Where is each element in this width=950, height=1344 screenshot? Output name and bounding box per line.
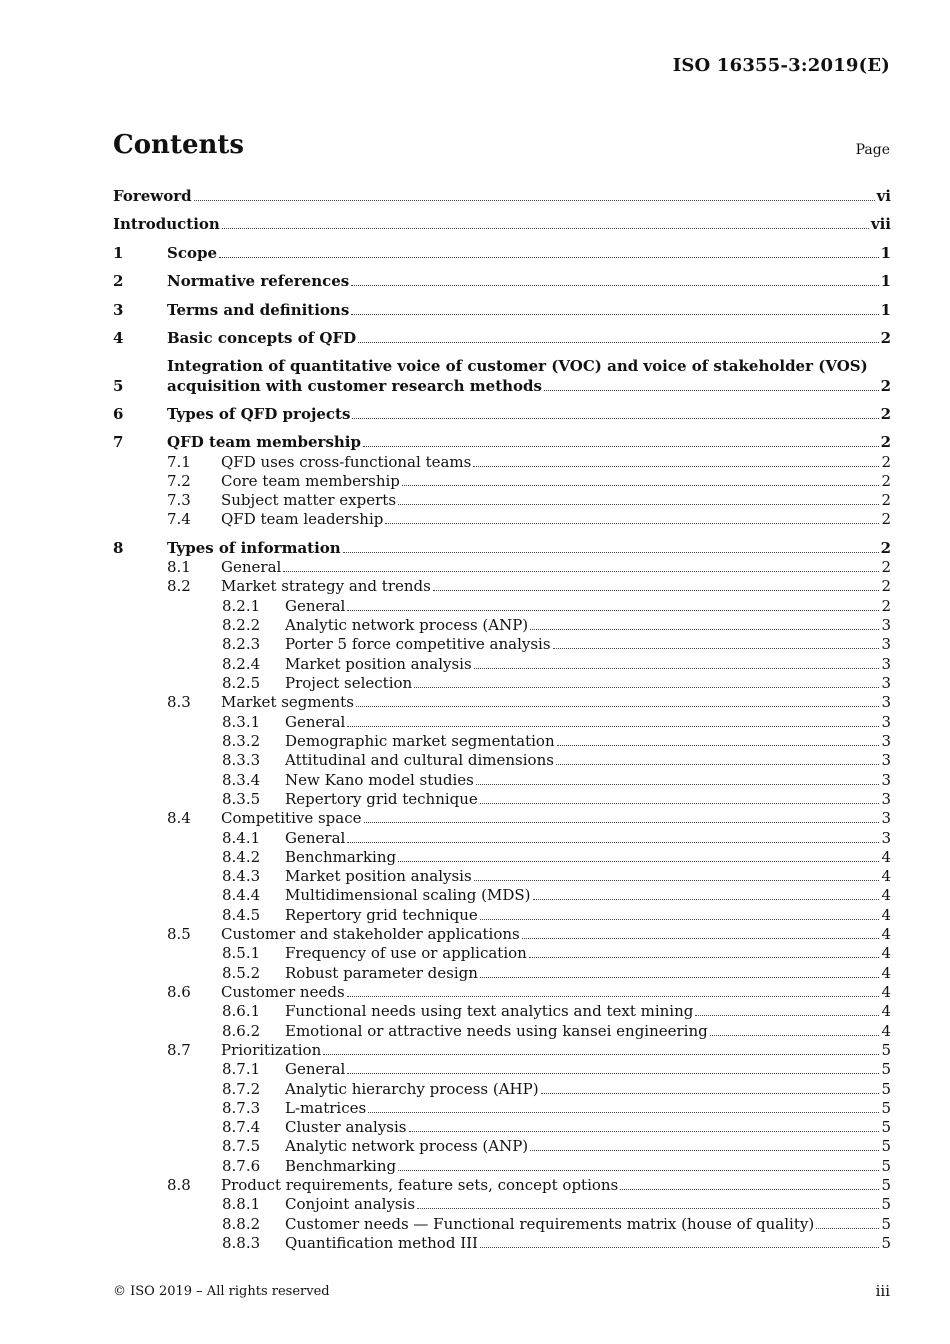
- toc-entry-page: 2: [880, 377, 891, 395]
- toc-entry-number: 4: [113, 329, 124, 347]
- dot-leader: [480, 1247, 879, 1248]
- toc-entry-page: 2: [881, 510, 891, 528]
- toc-entry-number: 8.2: [167, 577, 191, 595]
- dot-leader: [343, 552, 879, 553]
- toc-entry-title: Analytic hierarchy process (AHP): [285, 1080, 539, 1098]
- dot-leader: [347, 996, 880, 997]
- toc-entry[interactable]: [113, 885, 891, 905]
- toc-entry-number: 8.4.3: [222, 867, 261, 885]
- toc-entry[interactable]: [113, 654, 891, 674]
- toc-entry-page: 2: [881, 597, 891, 615]
- toc-entry[interactable]: [113, 905, 891, 925]
- toc-entry-title: Benchmarking: [285, 848, 397, 866]
- dot-leader: [219, 257, 879, 258]
- toc-entry-number: 8.2.2: [222, 616, 261, 634]
- toc-entry-number: 8.2.3: [222, 635, 261, 653]
- toc-entry-number: 8.7.6: [222, 1157, 261, 1175]
- toc-entry[interactable]: [113, 866, 891, 886]
- toc-entry-title: QFD team leadership: [221, 510, 384, 528]
- toc-entry-page: 2: [881, 491, 891, 509]
- toc-entry-number: 8.3.3: [222, 751, 261, 769]
- toc-entry[interactable]: [113, 471, 891, 491]
- toc-entry[interactable]: [113, 328, 891, 348]
- dot-leader: [323, 1054, 879, 1055]
- toc-entry[interactable]: [113, 1001, 891, 1021]
- toc-entry-title: Product requirements, feature sets, concept options: [221, 1176, 619, 1194]
- toc-entry-title: Market strategy and trends: [221, 577, 431, 595]
- toc-entry[interactable]: [113, 243, 891, 263]
- dot-leader: [620, 1189, 879, 1190]
- toc-entry-title: General: [285, 829, 346, 847]
- toc-entry-number: 7.4: [167, 510, 191, 528]
- dot-leader: [544, 390, 879, 391]
- toc-entry-page: 5: [881, 1215, 891, 1233]
- toc-entry-title: Analytic network process (ANP): [285, 616, 529, 634]
- toc-entry[interactable]: [113, 770, 891, 790]
- toc-entry-title: Quantification method III: [285, 1234, 478, 1252]
- toc-entry-page: vi: [876, 187, 891, 205]
- toc-entry-number: 5: [113, 377, 124, 395]
- toc-entry[interactable]: [113, 490, 891, 510]
- toc-entry[interactable]: [113, 1156, 891, 1176]
- toc-entry-title: Multidimensional scaling (MDS): [285, 886, 531, 904]
- dot-leader: [533, 899, 880, 900]
- toc-entry-title: QFD team membership: [167, 433, 361, 451]
- toc-entry-number: 8.2.1: [222, 597, 261, 615]
- dot-leader: [474, 880, 880, 881]
- toc-entry-number: 8.8.2: [222, 1215, 261, 1233]
- toc-entry-page: 3: [881, 616, 891, 634]
- dot-leader: [352, 418, 878, 419]
- toc-entry-title: Customer needs: [221, 983, 345, 1001]
- toc-entry[interactable]: [113, 982, 891, 1002]
- toc-entry-title: Basic concepts of QFD: [167, 329, 357, 347]
- toc-entry[interactable]: [113, 557, 891, 577]
- toc-entry-title: Competitive space: [221, 809, 362, 827]
- dot-leader: [710, 1035, 880, 1036]
- toc-entry[interactable]: [113, 271, 891, 291]
- toc-entry-number: 2: [113, 272, 124, 290]
- toc-entry[interactable]: [113, 750, 891, 770]
- toc-entry[interactable]: [113, 1233, 891, 1253]
- toc-entry[interactable]: [113, 538, 891, 558]
- toc-entry-page: 3: [881, 635, 891, 653]
- dot-leader: [541, 1093, 880, 1094]
- dot-leader: [194, 200, 875, 201]
- toc-entry-page: 2: [880, 405, 891, 423]
- toc-entry-page: 2: [880, 329, 891, 347]
- toc-entry-number: 8.4: [167, 809, 191, 827]
- dot-leader: [557, 745, 880, 746]
- dot-leader: [695, 1015, 879, 1016]
- toc-entry-number: 8.1: [167, 558, 191, 576]
- toc-entry-number: 8.4.1: [222, 829, 261, 847]
- toc-entry-number: 8.6.1: [222, 1002, 261, 1020]
- toc-entry-page: 3: [881, 732, 891, 750]
- toc-entry-page: 5: [881, 1060, 891, 1078]
- toc-entry-title: Terms and definitions: [167, 301, 350, 319]
- toc-entry-title: Types of information: [167, 539, 341, 557]
- toc-entry[interactable]: [113, 731, 891, 751]
- toc-entry-page: 1: [880, 272, 891, 290]
- toc-entry[interactable]: [113, 789, 891, 809]
- toc-entry[interactable]: [113, 828, 891, 848]
- toc-entry-page: 5: [881, 1041, 891, 1059]
- toc-entry-number: 7.1: [167, 453, 191, 471]
- toc-entry-title: Project selection: [285, 674, 413, 692]
- toc-entry-number: 8.3.4: [222, 771, 261, 789]
- dot-leader: [351, 285, 878, 286]
- toc-entry-number: 1: [113, 244, 124, 262]
- toc-entry[interactable]: [113, 1098, 891, 1118]
- toc-entry[interactable]: [113, 452, 891, 472]
- toc-entry-title: Core team membership: [221, 472, 400, 490]
- toc-entry-title: L-matrices: [285, 1099, 367, 1117]
- toc-entry-page: 5: [881, 1176, 891, 1194]
- toc-entry[interactable]: [113, 847, 891, 867]
- toc-entry-number: 8.2.4: [222, 655, 261, 673]
- toc-entry-page: 1: [880, 301, 891, 319]
- dot-leader: [222, 228, 869, 229]
- copyright-notice: © ISO 2019 – All rights reserved: [113, 1284, 330, 1299]
- toc-entry[interactable]: [113, 300, 891, 320]
- toc-entry-page: 2: [881, 577, 891, 595]
- toc-entry-number: 8.3.5: [222, 790, 261, 808]
- toc-entry-title: Emotional or attractive needs using kansei engineering: [285, 1022, 708, 1040]
- toc-entry-page: 5: [881, 1137, 891, 1155]
- toc-entry[interactable]: [113, 963, 891, 983]
- toc-entry-title: Types of QFD projects: [167, 405, 351, 423]
- toc-entry-title: Robust parameter design: [285, 964, 478, 982]
- dot-leader: [347, 726, 879, 727]
- dot-leader: [473, 466, 879, 467]
- toc-entry[interactable]: [113, 634, 891, 654]
- toc-entry[interactable]: [113, 943, 891, 963]
- toc-entry-title: Introduction: [113, 215, 220, 233]
- toc-entry[interactable]: [113, 432, 891, 452]
- dot-leader: [347, 610, 879, 611]
- dot-leader: [351, 314, 878, 315]
- toc-entry-page: 4: [881, 867, 891, 885]
- toc-entry-number: 8.7.4: [222, 1118, 261, 1136]
- dot-leader: [283, 571, 879, 572]
- toc-entry-page: 3: [881, 829, 891, 847]
- toc-entry[interactable]: [113, 576, 891, 596]
- toc-entry-number: 8.2.5: [222, 674, 261, 692]
- toc-entry-number: 8.5.2: [222, 964, 261, 982]
- toc-entry[interactable]: [113, 1079, 891, 1099]
- toc-entry-number: 8.4.2: [222, 848, 261, 866]
- toc-entry-title: Customer needs — Functional requirements matrix (house of quality): [285, 1215, 815, 1233]
- page-number: iii: [875, 1282, 890, 1300]
- toc-entry[interactable]: [113, 404, 891, 424]
- toc-entry-number: 8.4.5: [222, 906, 261, 924]
- toc-entry-page: 5: [881, 1099, 891, 1117]
- contents-title: Contents: [113, 130, 245, 160]
- toc-entry-number: 8.7.2: [222, 1080, 261, 1098]
- standard-id-header: ISO 16355-3:2019(E): [672, 55, 890, 76]
- toc-entry[interactable]: [113, 1175, 891, 1195]
- toc-entry-page: 3: [881, 751, 891, 769]
- dot-leader: [474, 668, 880, 669]
- toc-entry-title: Scope: [167, 244, 218, 262]
- dot-leader: [480, 803, 880, 804]
- toc-entry-number: 8.7.5: [222, 1137, 261, 1155]
- toc-entry-page: 2: [880, 433, 891, 451]
- toc-entry[interactable]: [113, 1021, 891, 1041]
- toc-entry-number: 8.8: [167, 1176, 191, 1194]
- toc-entry-number: 8.3.1: [222, 713, 261, 731]
- dot-leader: [385, 523, 879, 524]
- toc-entry[interactable]: [113, 1194, 891, 1214]
- toc-entry-number: 8.4.4: [222, 886, 261, 904]
- dot-leader: [347, 842, 879, 843]
- toc-entry-title: Benchmarking: [285, 1157, 397, 1175]
- toc-entry-number: 3: [113, 301, 124, 319]
- dot-leader: [522, 938, 880, 939]
- toc-entry-number: 8: [113, 539, 124, 557]
- toc-entry-title: Frequency of use or application: [285, 944, 527, 962]
- toc-entry-title: Normative references: [167, 272, 350, 290]
- toc-entry-title: Market position analysis: [285, 655, 472, 673]
- toc-entry[interactable]: [113, 186, 891, 206]
- toc-entry[interactable]: [113, 924, 891, 944]
- dot-leader: [347, 1073, 879, 1074]
- toc-entry[interactable]: [113, 596, 891, 616]
- dot-leader: [816, 1228, 879, 1229]
- toc-entry-title: Repertory grid technique: [285, 790, 478, 808]
- toc-entry-title: Attitudinal and cultural dimensions: [285, 751, 554, 769]
- toc-entry[interactable]: [113, 214, 891, 234]
- toc-entry-title: General: [285, 713, 346, 731]
- toc-entry-page: 5: [881, 1195, 891, 1213]
- toc-entry[interactable]: [113, 615, 891, 635]
- toc-entry-title: Integration of quantitative voice of customer (VOC) and voice of stakeholder (VOS): [167, 357, 868, 375]
- toc-entry-page: 4: [881, 925, 891, 943]
- toc-entry-number: 8.6: [167, 983, 191, 1001]
- toc-entry[interactable]: [113, 692, 891, 712]
- dot-leader: [398, 861, 879, 862]
- toc-entry-page: 3: [881, 771, 891, 789]
- toc-entry-page: 2: [880, 539, 891, 557]
- dot-leader: [417, 1208, 879, 1209]
- toc-entry-title: General: [285, 1060, 346, 1078]
- toc-entry-title: Demographic market segmentation: [285, 732, 555, 750]
- dot-leader: [553, 648, 880, 649]
- dot-leader: [398, 504, 879, 505]
- toc-entry-page: 5: [881, 1080, 891, 1098]
- toc-entry-page: 3: [881, 655, 891, 673]
- toc-entry-page: 5: [881, 1118, 891, 1136]
- toc-entry-number: 8.7: [167, 1041, 191, 1059]
- toc-entry-title: General: [221, 558, 282, 576]
- toc-entry-title: General: [285, 597, 346, 615]
- toc-entry[interactable]: [113, 808, 891, 828]
- toc-entry-page: 2: [881, 472, 891, 490]
- toc-entry-title: New Kano model studies: [285, 771, 474, 789]
- toc-entry[interactable]: [113, 1136, 891, 1156]
- dot-leader: [363, 446, 879, 447]
- dot-leader: [368, 1112, 879, 1113]
- dot-leader: [433, 590, 880, 591]
- toc-entry-number: 7.3: [167, 491, 191, 509]
- toc-entry-title: Prioritization: [221, 1041, 322, 1059]
- dot-leader: [356, 706, 880, 707]
- toc-entry-title-continued: acquisition with customer research methods: [167, 377, 542, 395]
- toc-entry[interactable]: [113, 1214, 891, 1234]
- toc-entry-page: 4: [881, 964, 891, 982]
- toc-entry-number: 7: [113, 433, 124, 451]
- toc-entry-number: 8.7.1: [222, 1060, 261, 1078]
- dot-leader: [529, 957, 880, 958]
- toc-entry[interactable]: [113, 1040, 891, 1060]
- dot-leader: [530, 1150, 879, 1151]
- toc-entry[interactable]: [113, 673, 891, 693]
- toc-entry-page: 4: [881, 848, 891, 866]
- toc-entry-title: Functional needs using text analytics and text mining: [285, 1002, 694, 1020]
- toc-entry[interactable]: [113, 509, 891, 529]
- toc-entry-page: 2: [881, 558, 891, 576]
- dot-leader: [476, 784, 880, 785]
- toc-entry-page: 4: [881, 886, 891, 904]
- toc-entry-number: 8.7.3: [222, 1099, 261, 1117]
- toc-entry-page: 5: [881, 1234, 891, 1252]
- dot-leader: [480, 919, 880, 920]
- toc-entry-number: 8.8.1: [222, 1195, 261, 1213]
- toc-entry-number: 8.5.1: [222, 944, 261, 962]
- toc-entry-title: Conjoint analysis: [285, 1195, 416, 1213]
- dot-leader: [409, 1131, 880, 1132]
- toc-entry-number: 7.2: [167, 472, 191, 490]
- toc-entry-page: 3: [881, 790, 891, 808]
- toc-entry-title: Porter 5 force competitive analysis: [285, 635, 551, 653]
- toc-entry-page: 4: [881, 983, 891, 1001]
- toc-entry-number: 8.3.2: [222, 732, 261, 750]
- dot-leader: [358, 342, 878, 343]
- toc-entry-page: 4: [881, 906, 891, 924]
- dot-leader: [556, 764, 880, 765]
- toc-entry-title: Subject matter experts: [221, 491, 397, 509]
- toc-entry-page: 3: [881, 674, 891, 692]
- dot-leader: [414, 687, 879, 688]
- toc-entry-title: Analytic network process (ANP): [285, 1137, 529, 1155]
- toc-entry[interactable]: [113, 1059, 891, 1079]
- toc-entry[interactable]: [113, 1117, 891, 1137]
- toc-entry-page: 1: [880, 244, 891, 262]
- toc-entry-number: 6: [113, 405, 124, 423]
- dot-leader: [480, 977, 880, 978]
- toc-entry-page: vii: [870, 215, 891, 233]
- dot-leader: [364, 822, 880, 823]
- toc-entry-title: Customer and stakeholder applications: [221, 925, 520, 943]
- toc-entry-title: Market segments: [221, 693, 354, 711]
- toc-entry-number: 8.6.2: [222, 1022, 261, 1040]
- toc-entry-title: Cluster analysis: [285, 1118, 407, 1136]
- toc-entry-page: 2: [881, 453, 891, 471]
- toc-entry[interactable]: [113, 356, 891, 396]
- dot-leader: [530, 629, 879, 630]
- toc-entry[interactable]: [113, 712, 891, 732]
- toc-entry-number: 8.3: [167, 693, 191, 711]
- toc-entry-title: Repertory grid technique: [285, 906, 478, 924]
- toc-entry-page: 5: [881, 1157, 891, 1175]
- toc-entry-page: 3: [881, 693, 891, 711]
- page-column-label: Page: [855, 142, 890, 158]
- toc-entry-page: 4: [881, 1002, 891, 1020]
- toc-entry-page: 3: [881, 809, 891, 827]
- toc-entry-number: 8.5: [167, 925, 191, 943]
- toc-entry-page: 4: [881, 944, 891, 962]
- toc-entry-title: Market position analysis: [285, 867, 472, 885]
- toc-entry-page: 3: [881, 713, 891, 731]
- dot-leader: [398, 1170, 879, 1171]
- toc-entry-title: QFD uses cross-functional teams: [221, 453, 472, 471]
- toc-entry-title: Foreword: [113, 187, 192, 205]
- dot-leader: [402, 485, 880, 486]
- toc-entry-number: 8.8.3: [222, 1234, 261, 1252]
- toc-entry-page: 4: [881, 1022, 891, 1040]
